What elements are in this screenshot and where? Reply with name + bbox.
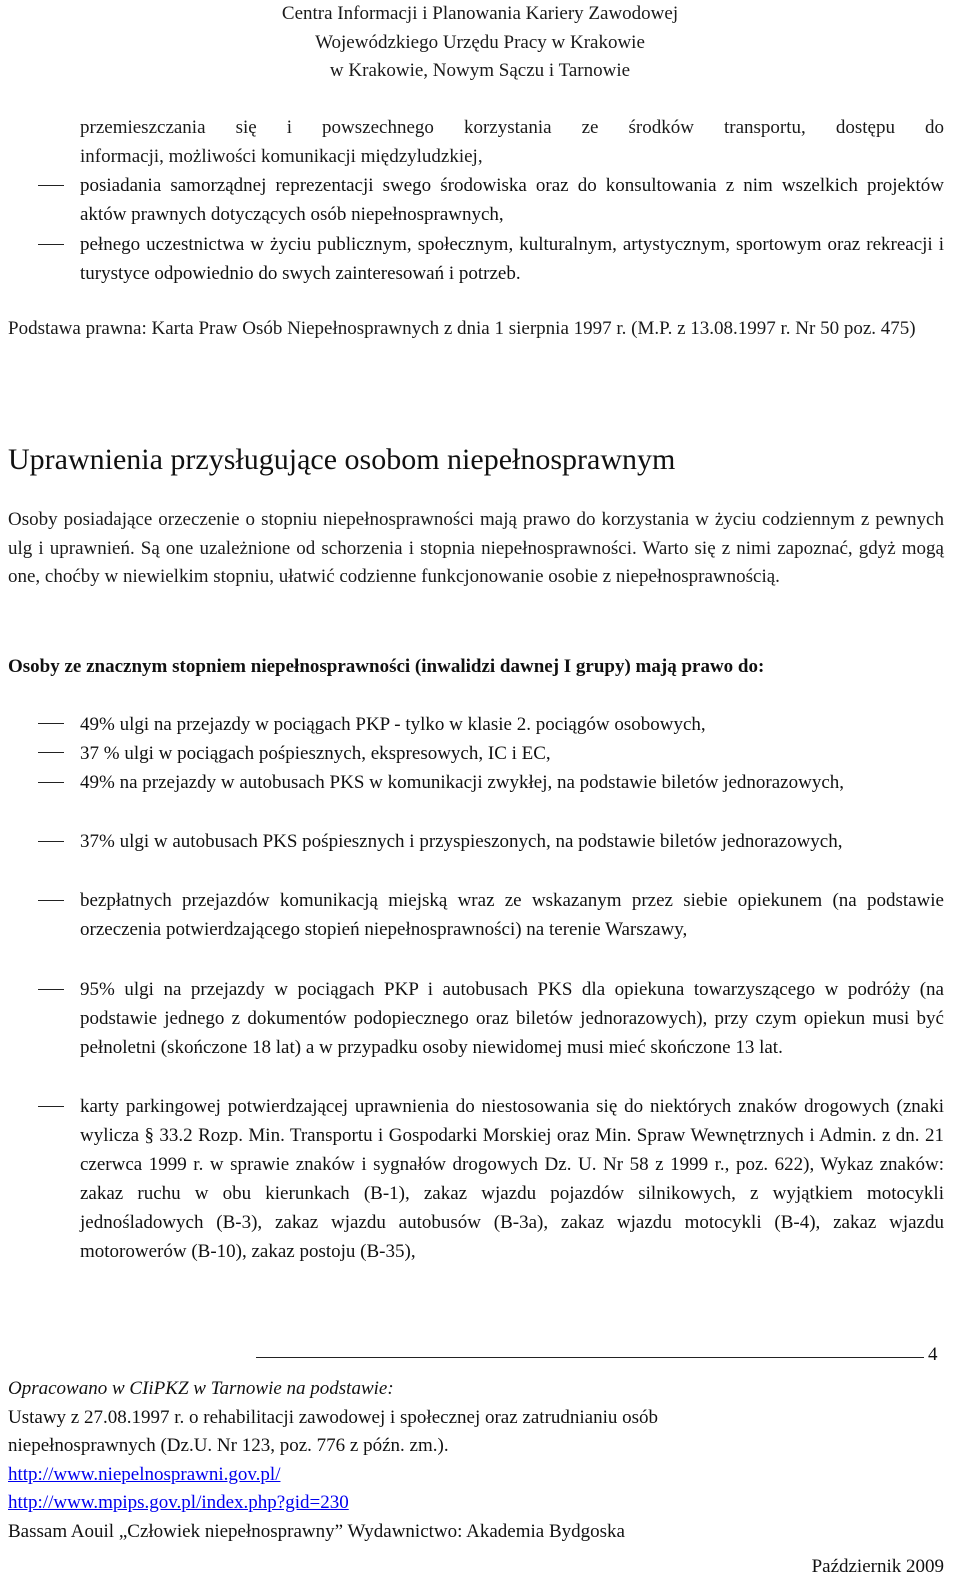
- rights-list-item: 49% ulgi na przejazdy w pociągach PKP - tylko w klasie 2. pociągów osobowych,: [80, 714, 706, 735]
- rights-list-item: 95% ulgi na przejazdy w pociągach PKP i autobusach PKS dla opiekuna towarzyszącego w podróży (na podstawie jednego z dokumentów podopiecznego oraz biletów jednorazowych), przy czym opiekun musi być pełnoletni (skończone 18 lat) a w przypadku osoby niewidomej musi mieć skończone 13 lat.: [80, 979, 944, 1058]
- footer-link-2-row: [8, 1489, 349, 1518]
- footer-rule: [256, 1357, 924, 1358]
- rights-list-item: karty parkingowej potwierdzającej uprawnienia do niestosowania się do niektórych znaków drogowych (znaki wylicza § 33.2 Rozp. Min. Transportu i Gospodarki Morskiej oraz Min. Spraw Wewnętrznych i Admin. z dn. 21 czerwca 1999 r. w sprawie znaków i sygnałów drogowych Dz. U. Nr 58 z 1999 r., poz. 622), Wykaz znaków: zakaz ruchu w obu kierunkach (B-1), zakaz wjazdu pojazdów silnikowych, z wyjątkiem motocykli jednośladowych (B-3), zakaz wjazdu autobusów (B-3a), zakaz wjazdu motocykli (B-4), zakaz wjazdu motorowerów (B-10), zakaz postoju (B-35),: [80, 1096, 944, 1262]
- rights-list-item: bezpłatnych przejazdów komunikacją miejską wraz ze wskazanym przez siebie opiekunem (na podstawie orzeczenia potwierdzającego stopień niepełnosprawności) na terenie Warszawy,: [80, 890, 944, 940]
- footer-date: Październik 2009: [811, 1556, 944, 1577]
- list-dash-icon: [38, 989, 64, 990]
- footer-link-1-row: [8, 1461, 280, 1490]
- list-dash-icon: [38, 752, 64, 753]
- list-dash-icon: [38, 782, 64, 783]
- header-line-2: Wojewódzkiego Urzędu Pracy w Krakowie: [315, 32, 645, 53]
- list-dash-icon: [38, 723, 64, 724]
- intro-continuation-line-1: przemieszczania się i powszechnego korzystania ze środków transportu, dostępu do: [80, 117, 944, 138]
- page-number: 4: [928, 1344, 938, 1365]
- list-dash-icon: [38, 1106, 64, 1107]
- list-dash-icon: [38, 244, 64, 245]
- footer-source-2: Bassam Aouil „Człowiek niepełnosprawny” Wydawnictwo: Akademia Bydgoska: [8, 1521, 625, 1542]
- rights-list-item: 49% na przejazdy w autobusach PKS w komunikacji zwykłej, na podstawie biletów jednorazowych,: [80, 772, 845, 793]
- list-dash-icon: [38, 900, 64, 901]
- footer-source-1-line-1: Ustawy z 27.08.1997 r. o rehabilitacji zawodowej i społecznej oraz zatrudnianiu osób: [8, 1407, 659, 1428]
- list-dash-icon: [38, 185, 64, 186]
- footer-link-niepelnosprawni[interactable]: http://www.niepelnosprawni.gov.pl/: [8, 1464, 281, 1485]
- rights-list-item: 37% ulgi w autobusach PKS pośpiesznych i przyspieszonych, na podstawie biletów jednorazowych,: [80, 831, 843, 852]
- footer-link-mpips[interactable]: http://www.mpips.gov.pl/index.php?gid=230: [8, 1492, 349, 1513]
- intro-list-item: pełnego uczestnictwa w życiu publicznym, społecznym, kulturalnym, artystycznym, sportowym oraz rekreacji i turystyce odpowiednio do swych zainteresowań i potrzeb.: [80, 234, 944, 284]
- list-dash-icon: [38, 841, 64, 842]
- footer-source-1-line-2: niepełnosprawnych (Dz.U. Nr 123, poz. 776 z późn. zm.).: [8, 1435, 449, 1456]
- rights-list-item: 37 % ulgi w pociągach pośpiesznych, ekspresowych, IC i EC,: [80, 743, 551, 764]
- intro-list-item: posiadania samorządnej reprezentacji swego środowiska oraz do konsultowania z nim wszelkich projektów aktów prawnych dotyczących osób niepełnosprawnych,: [80, 175, 944, 225]
- intro-continuation-line-2: informacji, możliwości komunikacji międzyludzkiej,: [80, 146, 483, 167]
- section-title: Uprawnienia przysługujące osobom niepełnosprawnym: [8, 443, 676, 476]
- legal-basis: Podstawa prawna: Karta Praw Osób Niepełnosprawnych z dnia 1 sierpnia 1997 r. (M.P. z 13.08.1997 r. Nr 50 poz. 475): [8, 318, 916, 339]
- section-subheading: Osoby ze znacznym stopniem niepełnosprawności (inwalidzi dawnej I grupy) mają prawo do:: [8, 656, 765, 677]
- footer-prepared-by: Opracowano w CIiPKZ w Tarnowie na podstawie:: [8, 1378, 394, 1399]
- header-line-3: w Krakowie, Nowym Sączu i Tarnowie: [329, 60, 631, 81]
- header-line-1: Centra Informacji i Planowania Kariery Zawodowej: [281, 3, 679, 24]
- section-paragraph: Osoby posiadające orzeczenie o stopniu niepełnosprawności mają prawo do korzystania w życiu codziennym z pewnych ulg i uprawnień. Są one uzależnione od schorzenia i stopnia niepełnosprawności. Warto się z nimi zapoznać, gdyż mogą one, choćby w niewielkim stopniu, ułatwić codzienne funkcjonowanie osobie z niepełnosprawnością.: [8, 509, 944, 587]
